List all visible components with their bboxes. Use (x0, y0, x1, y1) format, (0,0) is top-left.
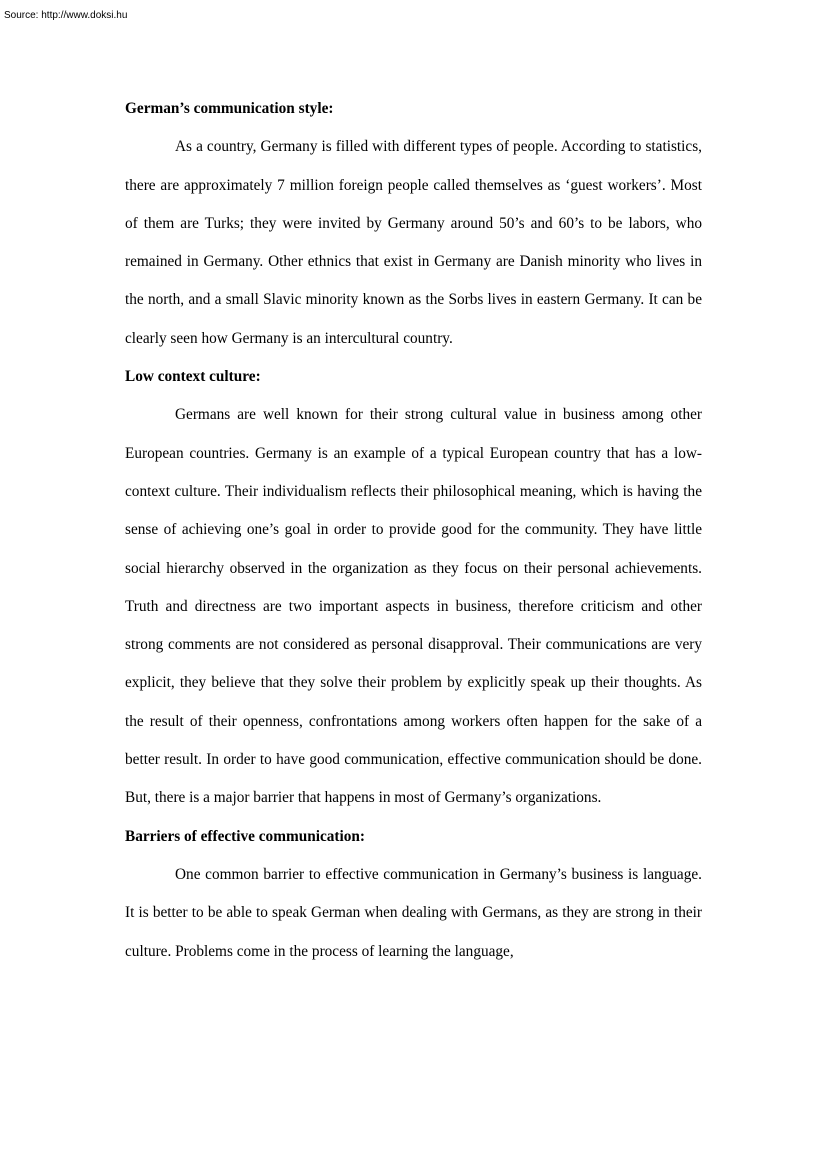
document-body (125, 90, 702, 971)
source-note: Source: http://www.doksi.hu (4, 10, 128, 21)
section-low-context-culture (125, 358, 702, 818)
section-paragraph: One common barrier to effective communication in Germany’s business is language. It is better to be able to speak German when dealing with Germans, as they are strong in their culture. Problems come in the process of learning the language, (125, 865, 702, 960)
section-paragraph: As a country, Germany is filled with different types of people. According to statistics, there are approximately 7 million foreign people called themselves as ‘guest workers’. Most of them are Turks; they were invited by Germany around 50’s and 60’s to be labors, who remained in Germany. Other ethnics that exist in Germany are Danish minority who lives in the north, and a small Slavic minority known as the Sorbs lives in eastern Germany. It can be clearly seen how Germany is an intercultural country. (125, 138, 702, 347)
section-paragraph: Germans are well known for their strong cultural value in business among other European countries. Germany is an example of a typical European country that has a low- context culture. Their individualism reflects their philosophical meaning, which is having the sense of achieving one’s goal in order to provide good for the community. They have little social hierarchy observed in the organization as they focus on their personal achievements. Truth and directness are two important aspects in business, therefore criticism and other strong comments are not considered as personal disapproval. Their communications are very explicit, they believe that they solve their problem by explicitly speak up their thoughts. As the result of their openness, confrontations among workers often happen for the sake of a better result. In order to have good communication, effective communication should be done. But, there is a major barrier that happens in most of Germany’s organizations. (125, 406, 702, 807)
section-heading: German’s communication style: (125, 100, 334, 117)
section-heading: Low context culture: (125, 368, 261, 386)
section-heading: Barriers of effective communication: (125, 827, 365, 845)
section-barriers (125, 818, 702, 971)
section-communication-style (125, 90, 702, 358)
